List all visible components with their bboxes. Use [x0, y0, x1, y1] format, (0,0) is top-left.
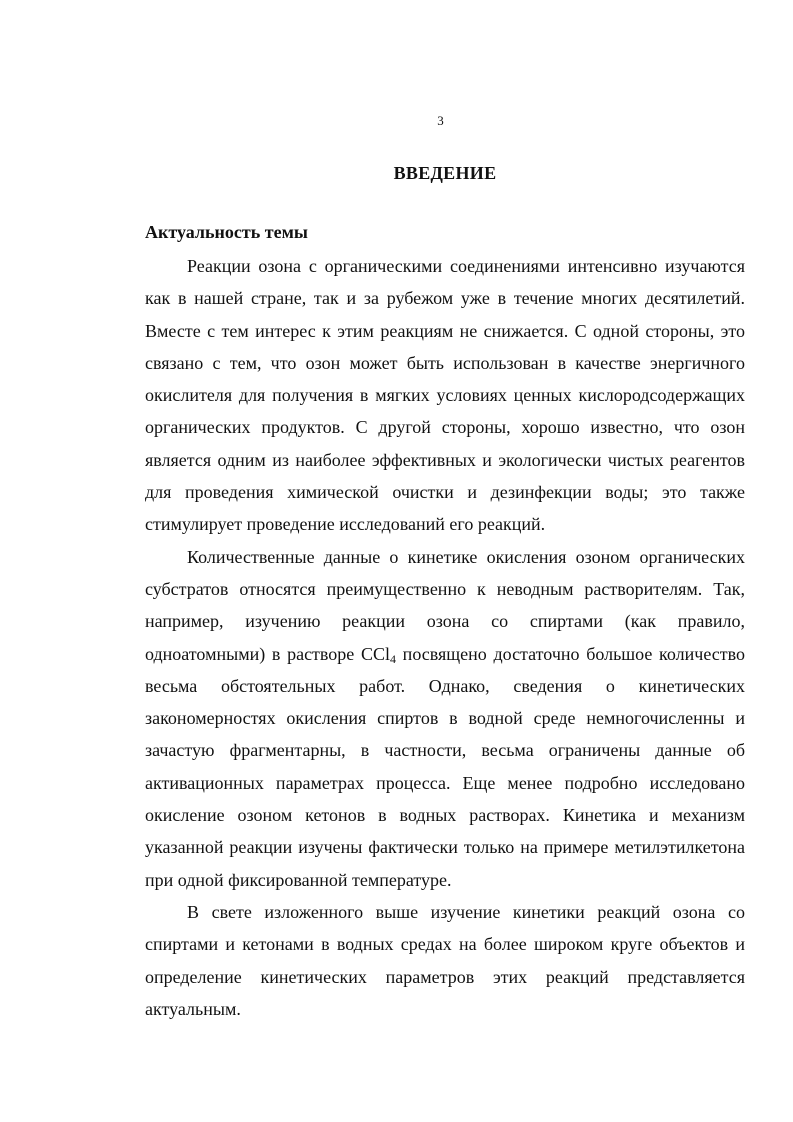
paragraph-2-text-after: посвящено достаточно большое количество весьма обстоятельных работ. Однако, сведения о кинетических закономерностях окисления спиртов в водной среде немногочисленны и зачастую фрагментарны, в частности, весьма ограничены данные об активационных параметрах процесса. Еще менее подробно исследовано окисление озоном кетонов в водных растворах. Кинетика и механизм указанной реакции изучены фактически только на примере метилэтилкетона при одной фиксированной температуре. [145, 643, 745, 890]
section-heading: Актуальность темы [145, 222, 308, 242]
page-title: ВВЕДЕНИЕ [393, 163, 497, 183]
body-text [145, 250, 745, 1025]
page-number: 3 [437, 113, 444, 128]
paragraph-1: Реакции озона с органическими соединениями интенсивно изучаются как в нашей стране, так и за рубежом уже в течение многих десятилетий. Вместе с тем интерес к этим реакциям не снижается. С одной стороны, это связано с тем, что озон может быть использован в качестве энергичного окислителя для получения в мягких условиях ценных кислородсодержащих органических продуктов. С другой стороны, хорошо известно, что озон является одним из наиболее эффективных и экологически чистых реагентов для проведения химической очистки и дезинфекции воды; это также стимулирует проведение исследований его реакций. [145, 256, 745, 535]
paragraph-2 [145, 541, 745, 896]
ccl4-subscript: 4 [390, 651, 396, 666]
paragraph-3: В свете изложенного выше изучение кинетики реакций озона со спиртами и кетонами в водных средах на более широком круге объектов и определение кинетических параметров этих реакций представляется актуальным. [145, 901, 745, 1019]
paragraph-2-text-before: Количественные данные о кинетике окисления озоном органических субстратов относятся преимущественно к неводным растворителям. Так, например, изучению реакции озона со спиртами (как правило, одноатомными) в растворе CCl [145, 546, 745, 664]
